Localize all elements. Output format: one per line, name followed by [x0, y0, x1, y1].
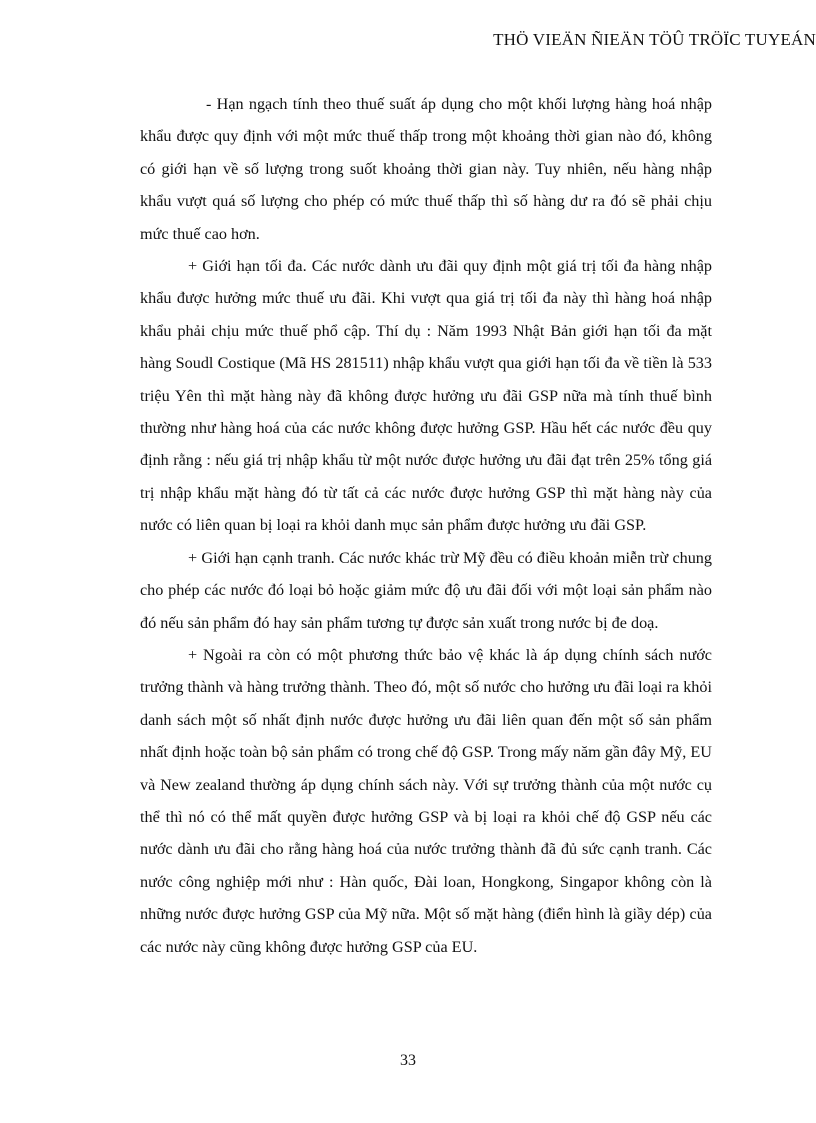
- page-body: [140, 88, 712, 963]
- paragraph: + Giới hạn cạnh tranh. Các nước khác trừ Mỹ đều có điều khoản miễn trừ chung cho phép các nước đó loại bỏ hoặc giảm mức độ ưu đãi đối với một loại sản phẩm nào đó nếu sản phẩm đó hay sản phẩm tương tự được sản xuất trong nước bị đe doạ.: [140, 548, 712, 632]
- paragraph: + Ngoài ra còn có một phương thức bảo vệ khác là áp dụng chính sách nước trưởng thành và hàng trưởng thành. Theo đó, một số nước cho hưởng ưu đãi loại ra khỏi danh sách một số nhất định nước được hưởng ưu đãi liên quan đến một số sản phẩm nhất định hoặc toàn bộ sản phẩm có trong chế độ GSP. Trong mấy năm gần đây Mỹ, EU và New zealand thường áp dụng chính sách này. Với sự trưởng thành của một nước cụ thể thì nó có thể mất quyền được hưởng GSP và bị loại ra khỏi chế độ GSP nếu các nước dành ưu đãi cho rằng hàng hoá của nước trưởng thành đã đủ sức cạnh tranh. Các nước công nghiệp mới như : Hàn quốc, Đài loan, Hongkong, Singapor không còn là những nước được hưởng GSP của Mỹ nữa. Một số mặt hàng (điển hình là giầy dép) của các nước này cũng không được hưởng GSP của EU.: [140, 645, 712, 956]
- page-number: 33: [400, 1052, 416, 1069]
- paragraph: - Hạn ngạch tính theo thuế suất áp dụng cho một khối lượng hàng hoá nhập khẩu được quy định với một mức thuế thấp trong một khoảng thời gian nào đó, không có giới hạn về số lượng trong suốt khoảng thời gian này. Tuy nhiên, nếu hàng nhập khẩu vượt quá số lượng cho phép có mức thuế thấp thì số hàng dư ra đó sẽ phải chịu mức thuế cao hơn.: [140, 95, 712, 243]
- paragraph: + Giới hạn tối đa. Các nước dành ưu đãi quy định một giá trị tối đa hàng nhập khẩu được hưởng mức thuế ưu đãi. Khi vượt qua giá trị tối đa này thì hàng hoá nhập khẩu phải chịu mức thuế phổ cập. Thí dụ : Năm 1993 Nhật Bản giới hạn tối đa mặt hàng Soudl Costique (Mã HS 281511) nhập khẩu vượt qua giới hạn tối đa về tiền là 533 triệu Yên thì mặt hàng này đã không được hưởng ưu đãi GSP nữa mà tính thuế bình thường như hàng hoá của các nước không được hưởng GSP. Hầu hết các nước đều quy định rằng : nếu giá trị nhập khẩu từ một nước được hưởng ưu đãi đạt trên 25% tổng giá trị nhập khẩu mặt hàng đó từ tất cả các nước được hưởng GSP thì mặt hàng này của nước có liên quan bị loại ra khỏi danh mục sản phẩm được hưởng ưu đãi GSP.: [140, 257, 712, 535]
- page-header: THÖ VIEÄN ÑIEÄN TÖÛ TRÖÏC TUYEÁN: [493, 30, 816, 49]
